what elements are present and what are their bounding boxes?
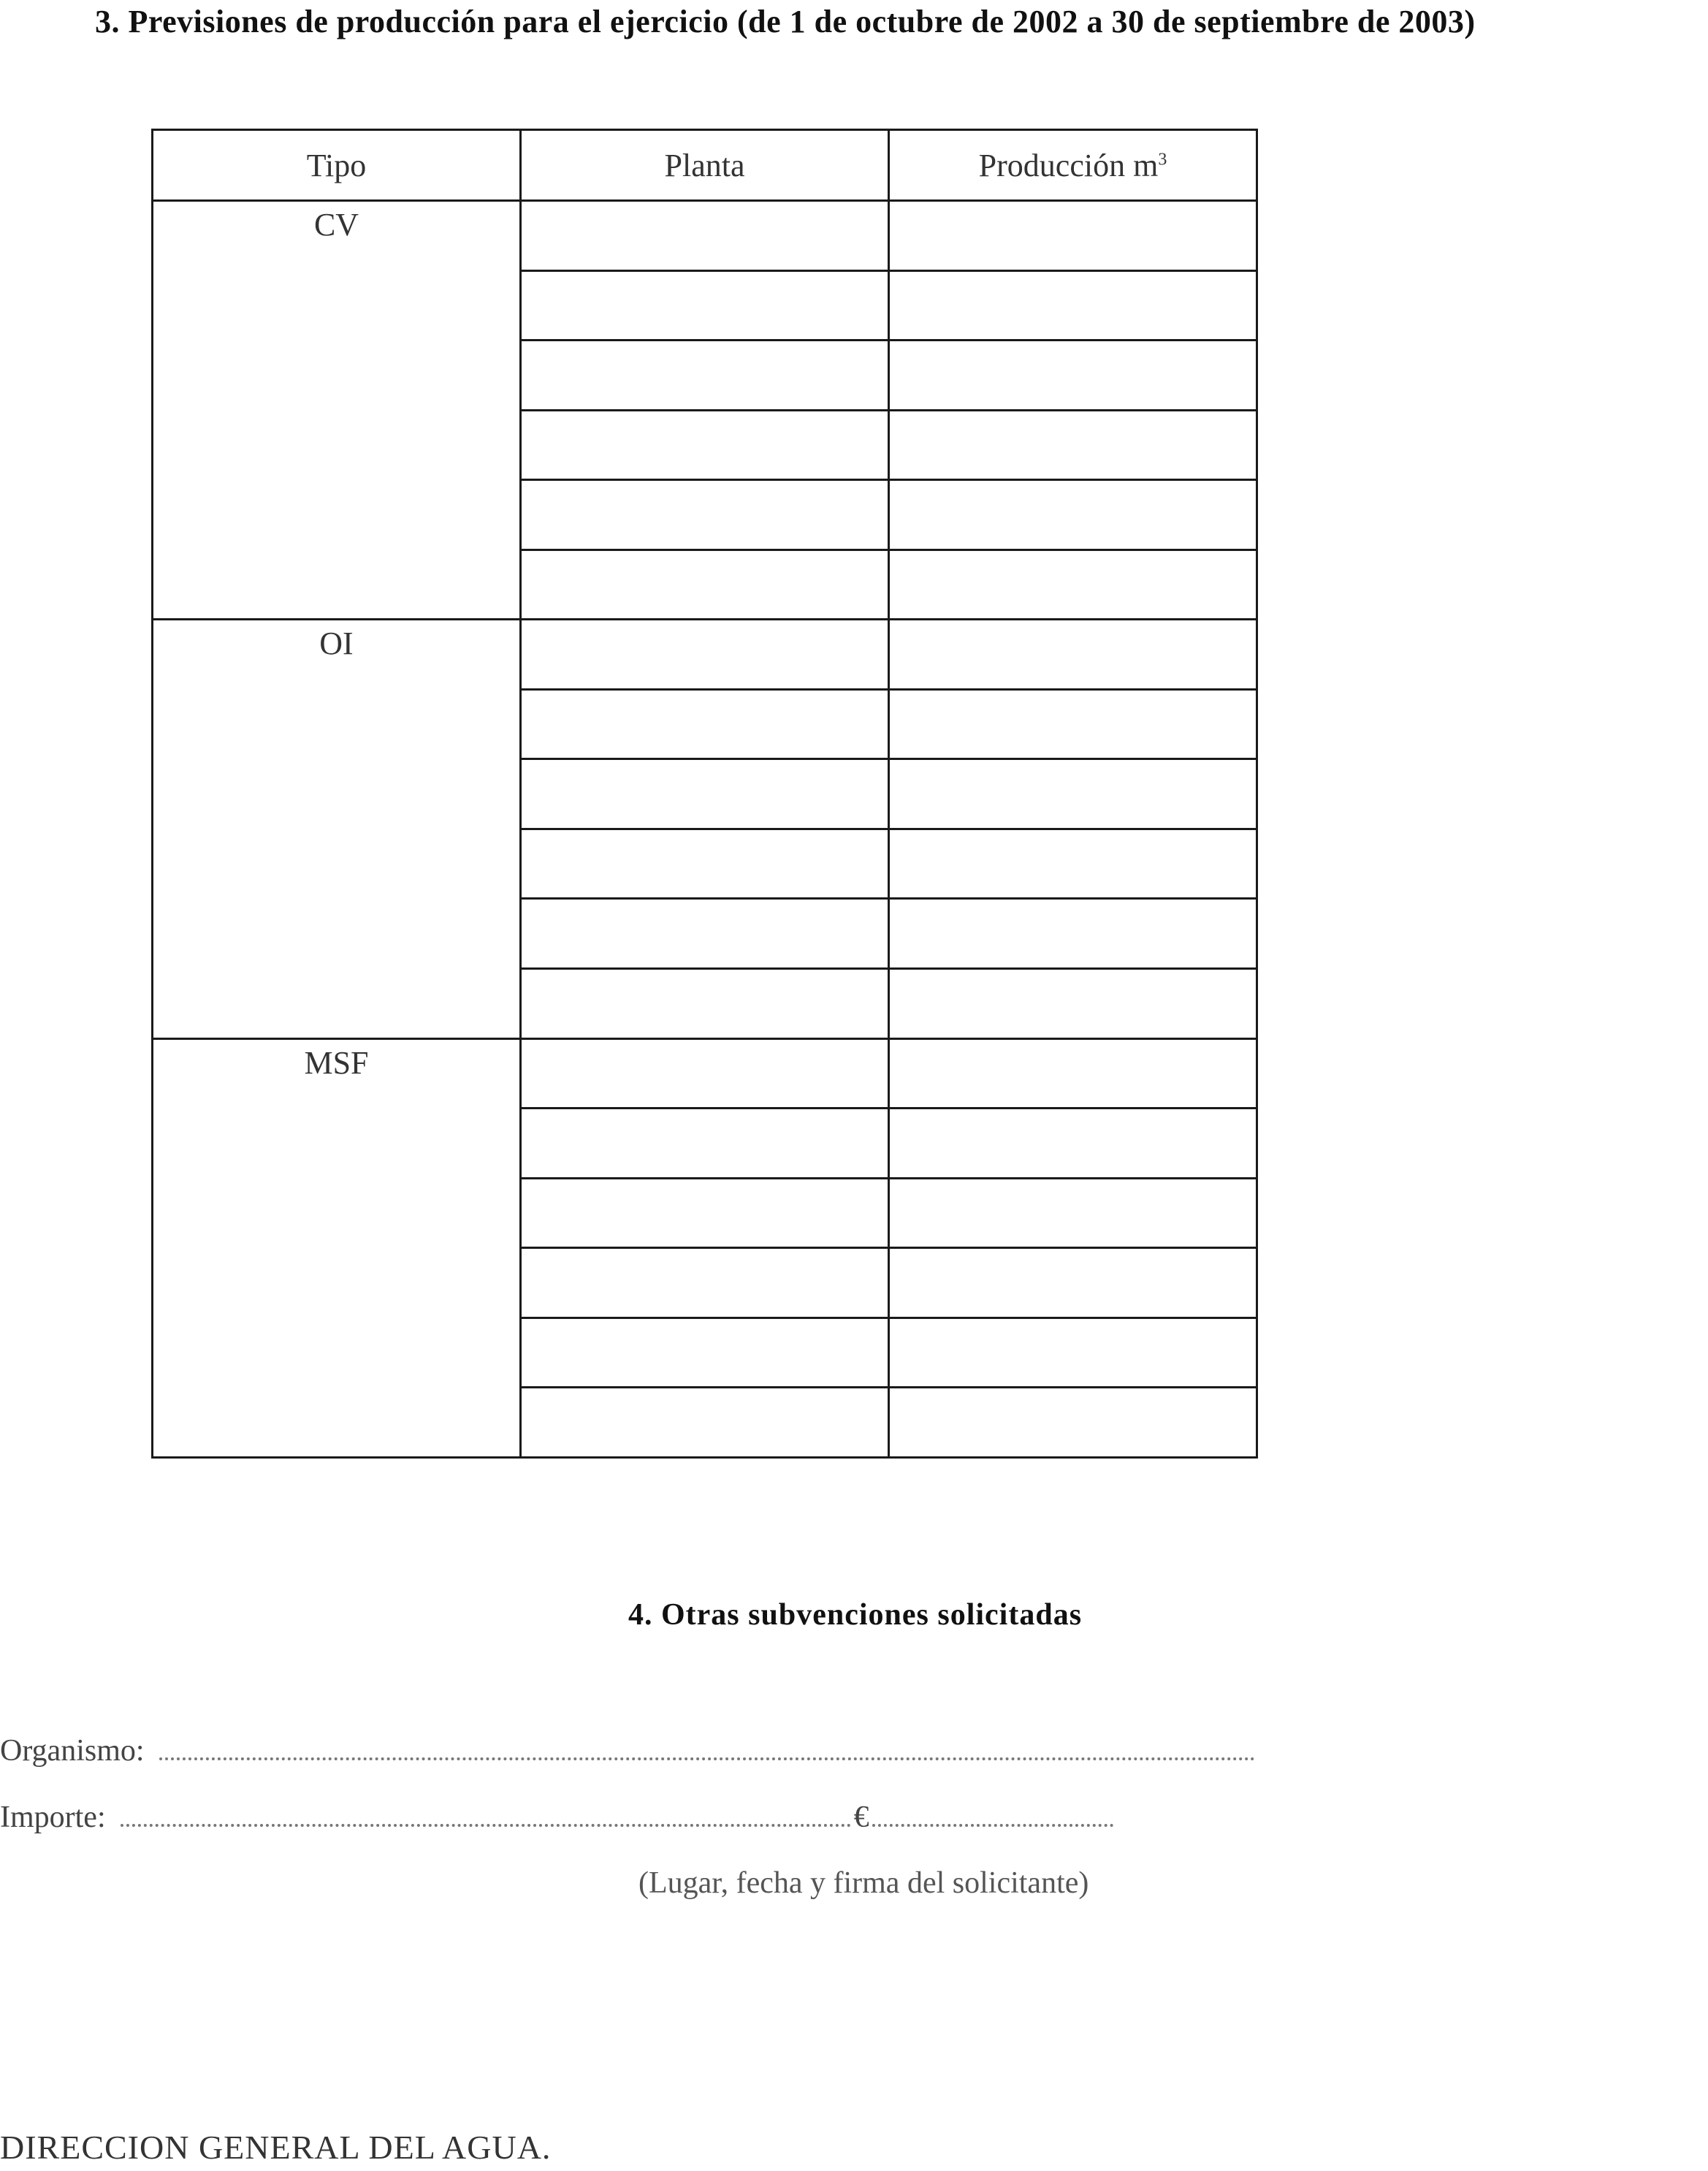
header-produccion: [889, 130, 1257, 201]
signature-caption: (Lugar, fecha y firma del solicitante): [638, 1866, 1089, 1900]
planta-field[interactable]: [521, 620, 889, 690]
produccion-field[interactable]: [889, 1248, 1257, 1318]
header-planta: Planta: [521, 130, 889, 201]
produccion-field[interactable]: [889, 1178, 1257, 1248]
produccion-field[interactable]: [889, 1038, 1257, 1109]
produccion-field[interactable]: [889, 620, 1257, 690]
produccion-field[interactable]: [889, 899, 1257, 969]
planta-field[interactable]: [521, 410, 889, 480]
produccion-field[interactable]: [889, 829, 1257, 899]
produccion-field[interactable]: [889, 341, 1257, 411]
produccion-field[interactable]: [889, 201, 1257, 271]
planta-field[interactable]: [521, 550, 889, 620]
type-cell-msf: MSF: [153, 1038, 521, 1457]
section-3-title: 3. Previsiones de producción para el ejercicio (de 1 de octubre de 2002 a 30 de septiembre de 2003): [95, 4, 1476, 39]
planta-field[interactable]: [521, 1248, 889, 1318]
header-produccion-exponent: 3: [1158, 149, 1167, 169]
header-produccion-label: Producción m: [978, 147, 1159, 183]
planta-field[interactable]: [521, 829, 889, 899]
importe-row: [0, 1800, 1113, 1835]
table-header-row: [153, 130, 1257, 201]
section-4-title: 4. Otras subvenciones solicitadas: [628, 1598, 1083, 1632]
organismo-label: Organismo:: [0, 1734, 145, 1768]
planta-field[interactable]: [521, 1109, 889, 1179]
produccion-field[interactable]: [889, 1109, 1257, 1179]
planta-field[interactable]: [521, 480, 889, 550]
importe-input-line[interactable]: [121, 1820, 851, 1827]
produccion-field[interactable]: [889, 1318, 1257, 1388]
production-forecast-table: [151, 129, 1258, 1459]
planta-field[interactable]: [521, 759, 889, 829]
euro-symbol: €: [853, 1801, 869, 1834]
produccion-field[interactable]: [889, 759, 1257, 829]
produccion-field[interactable]: [889, 410, 1257, 480]
table-row: [153, 1038, 1257, 1109]
type-cell-oi: OI: [153, 620, 521, 1038]
planta-field[interactable]: [521, 969, 889, 1039]
planta-field[interactable]: [521, 270, 889, 341]
planta-field[interactable]: [521, 899, 889, 969]
type-cell-cv: CV: [153, 201, 521, 620]
planta-field[interactable]: [521, 1318, 889, 1388]
produccion-field[interactable]: [889, 969, 1257, 1039]
produccion-field[interactable]: [889, 270, 1257, 341]
header-tipo: Tipo: [153, 130, 521, 201]
planta-field[interactable]: [521, 1038, 889, 1109]
planta-field[interactable]: [521, 201, 889, 271]
produccion-field[interactable]: [889, 550, 1257, 620]
planta-field[interactable]: [521, 341, 889, 411]
planta-field[interactable]: [521, 1178, 889, 1248]
produccion-field[interactable]: [889, 480, 1257, 550]
planta-field[interactable]: [521, 689, 889, 759]
produccion-field[interactable]: [889, 689, 1257, 759]
organismo-input-line[interactable]: [159, 1753, 1255, 1760]
importe-trailing-line: [872, 1820, 1113, 1827]
table-row: [153, 201, 1257, 271]
footer-organization: DIRECCION GENERAL DEL AGUA.: [0, 2129, 552, 2166]
table-row: [153, 620, 1257, 690]
organismo-row: [0, 1733, 1255, 1768]
produccion-field[interactable]: [889, 1388, 1257, 1458]
planta-field[interactable]: [521, 1388, 889, 1458]
importe-label: Importe:: [0, 1801, 106, 1834]
